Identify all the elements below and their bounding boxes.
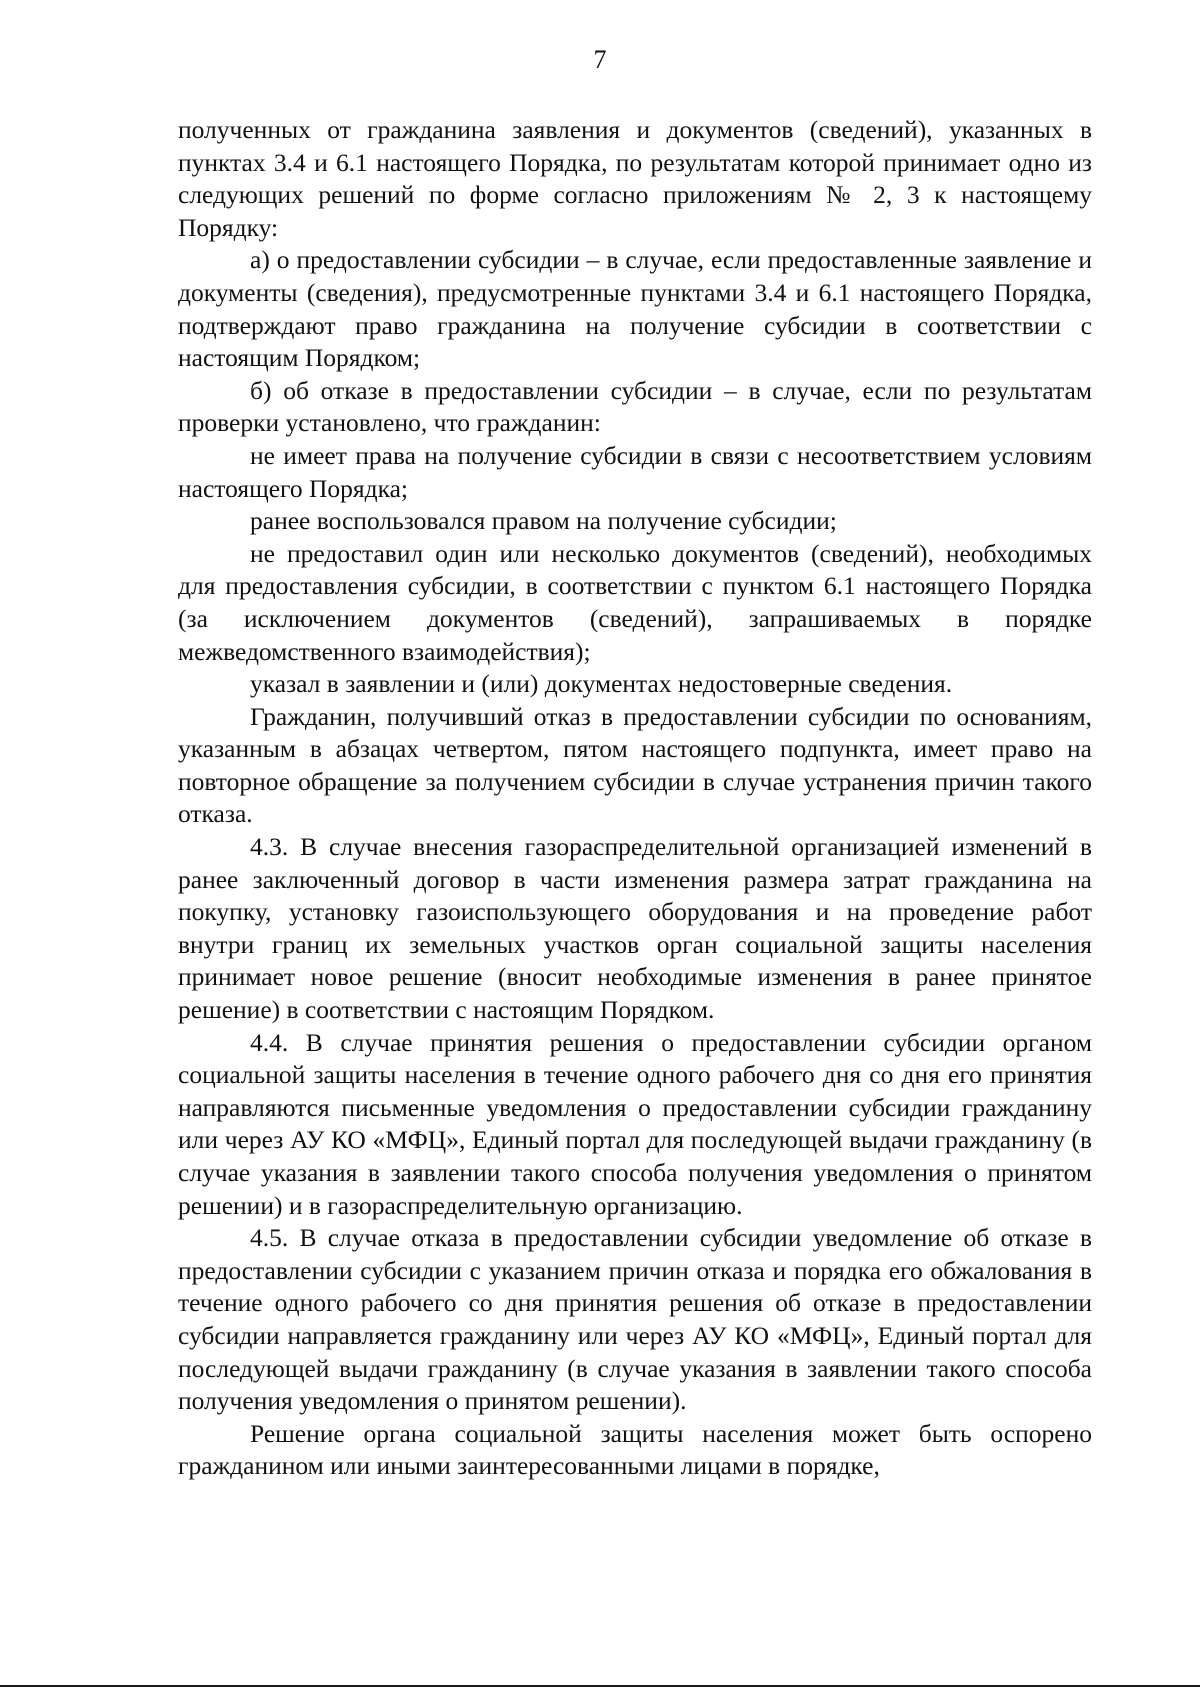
paragraph-item-b: б) об отказе в предоставлении субсидии – в случае, если по результатам проверки установлено, что гражданин: (178, 375, 1092, 438)
paragraph-repeat-application: Гражданин, получивший отказ в предоставлении субсидии по основаниям, указанным в абзацах четвертом, пятом настоящего подпункта, имеет право на повторное обращение за получением субсидии в случае устранения причин такого отказа. (178, 701, 1092, 829)
paragraph-reason-3: не предоставил один или несколько документов (сведений), необходимых для предоставления субсидии, в соответствии с пунктом 6.1 настоящего Порядка (за исключением документов (сведений), запрашиваемых в порядке межведомственного взаимодействия); (178, 538, 1092, 666)
paragraph-reason-1: не имеет права на получение субсидии в связи с несоответствием условиям настоящего Порядка; (178, 440, 1092, 503)
paragraph-4-3: 4.3. В случае внесения газораспределительной организацией изменений в ранее заключенный договор в части изменения размера затрат гражданина на покупку, установку газоиспользующего оборудования и на проведение работ внутри границ их земельных участков орган социальной защиты населения принимает новое решение (вносит необходимые изменения в ранее принятое решение) в соответствии с настоящим Порядком. (178, 832, 1092, 1025)
paragraph-continuation: полученных от гражданина заявления и документов (сведений), указанных в пунктах 3.4 и 6.1 настоящего Порядка, по результатам которой принимает одно из следующих решений по форме согласно приложениям № 2, 3 к настоящему Порядку: (178, 115, 1092, 242)
paragraph-4-4: 4.4. В случае принятия решения о предоставлении субсидии органом социальной защиты населения в течение одного рабочего дня со дня его принятия направляются письменные уведомления о предоставлении субсидии гражданину или через АУ КО «МФЦ», Единый портал для последующей выдачи гражданину (в случае указания в заявлении такого способа получения уведомления о принятом решении) и в газораспределительную организацию. (178, 1027, 1092, 1220)
scan-bottom-edge (0, 1685, 1200, 1701)
page-number: 7 (593, 45, 607, 74)
document-body (178, 114, 1092, 1483)
paragraph-appeal: Решение органа социальной защиты населения может быть оспорено гражданином или иными заинтересованными лицами в порядке, (178, 1418, 1092, 1481)
paragraph-reason-4: указал в заявлении и (или) документах недостоверные сведения. (250, 669, 953, 699)
paragraph-reason-2: ранее воспользовался правом на получение субсидии; (250, 506, 837, 536)
paragraph-item-a: а) о предоставлении субсидии – в случае, если предоставленные заявление и документы (сведения), предусмотренные пунктами 3.4 и 6.1 настоящего Порядка, подтверждают право гражданина на получение субсидии в соответствии с настоящим Порядком; (178, 245, 1092, 373)
paragraph-4-5: 4.5. В случае отказа в предоставлении субсидии уведомление об отказе в предоставлении субсидии с указанием причин отказа и порядка его обжалования в течение одного рабочего со дня принятия решения об отказе в предоставлении субсидии направляется гражданину или через АУ КО «МФЦ», Единый портал для последующей выдачи гражданину (в случае указания в заявлении такого способа получения уведомления о принятом решении). (178, 1223, 1092, 1416)
